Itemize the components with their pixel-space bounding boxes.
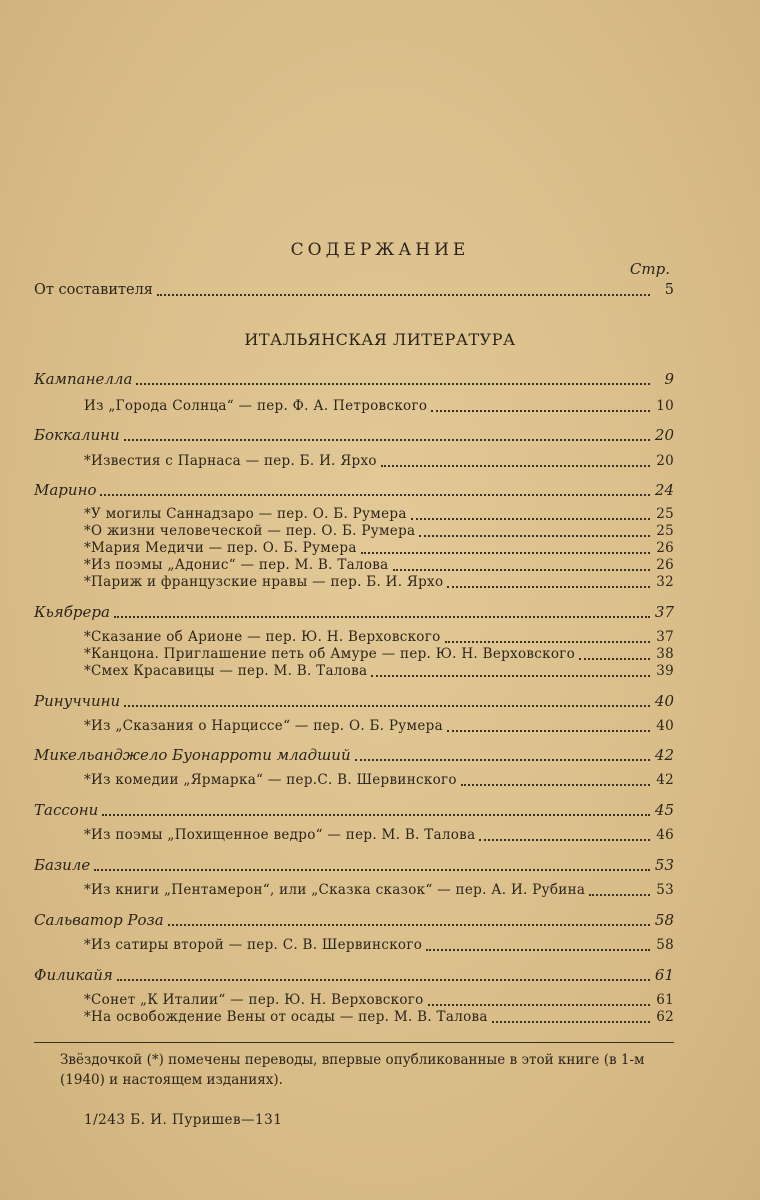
- entry-title: Боккалини: [34, 426, 120, 444]
- entry-page-number: 42: [656, 772, 674, 788]
- toc-author-entry: [34, 911, 674, 929]
- entry-page-number: 25: [656, 506, 674, 522]
- toc-work-entry: [84, 772, 674, 788]
- entry-page-number: 10: [656, 398, 674, 414]
- leader-dots: [355, 758, 650, 761]
- leader-dots: [428, 1003, 650, 1006]
- entry-page-number: 40: [656, 718, 674, 734]
- entry-page-number: 61: [656, 992, 674, 1008]
- entry-title: *Сказание об Арионе — пер. Ю. Н. Верховского: [84, 629, 441, 645]
- toc-work-entry: [84, 453, 674, 469]
- toc-author-entry: [34, 746, 674, 764]
- printer-signature: 1/243 Б. И. Пуришев—131: [84, 1112, 283, 1128]
- entry-title: *Сонет „К Италии“ — пер. Ю. Н. Верховского: [84, 992, 424, 1008]
- leader-dots: [447, 585, 650, 588]
- entry-title: Сальватор Роза: [34, 911, 164, 929]
- entry-title: *Из сатиры второй — пер. С. В. Шервинского: [84, 937, 423, 953]
- entry-title: *На освобождение Вены от осады — пер. М. В. Талова: [84, 1009, 488, 1025]
- preface-page: 5: [664, 282, 674, 298]
- leader-dots: [361, 551, 650, 554]
- entry-page-number: 26: [656, 557, 674, 573]
- toc-author-entry: [34, 856, 674, 874]
- entry-title: *Из поэмы „Адонис“ — пер. М. В. Талова: [84, 557, 389, 573]
- entry-title: Тассони: [34, 801, 99, 819]
- leader-dots: [100, 493, 650, 496]
- entry-title: *Канцона. Приглашение петь об Амуре — пер. Ю. Н. Верховского: [84, 646, 576, 662]
- entry-page-number: 42: [654, 746, 674, 764]
- toc-work-entry: [84, 398, 674, 414]
- toc-author-entry: [34, 426, 674, 444]
- entry-title: Марино: [34, 481, 97, 499]
- toc-author-entry: [34, 801, 674, 819]
- entry-title: Ринуччини: [34, 692, 121, 710]
- leader-dots: [431, 409, 650, 412]
- toc-work-entry: [84, 557, 674, 573]
- entry-page-number: 61: [654, 966, 674, 984]
- entry-page-number: 26: [656, 540, 674, 556]
- entry-page-number: 62: [656, 1009, 674, 1025]
- leader-dots: [461, 783, 650, 786]
- leader-dots: [447, 729, 650, 732]
- leader-dots: [117, 978, 650, 981]
- entry-title: *Из книги „Пентамерон“, или „Сказка сказок“ — пер. А. И. Рубина: [84, 882, 586, 898]
- entry-title: *О жизни человеческой — пер. О. Б. Румера: [84, 523, 416, 539]
- entry-title: Филикайя: [34, 966, 113, 984]
- leader-dots: [124, 438, 650, 441]
- toc-author-entry: [34, 370, 674, 388]
- entry-page-number: 53: [656, 882, 674, 898]
- page-column-header: Стр.: [629, 260, 670, 278]
- section-title: ИТАЛЬЯНСКАЯ ЛИТЕРАТУРА: [244, 330, 516, 349]
- entry-title: *Париж и французские нравы — пер. Б. И. Ярхо: [84, 574, 444, 590]
- entry-page-number: 39: [656, 663, 674, 679]
- leader-dots: [114, 615, 650, 618]
- entry-title: Базиле: [34, 856, 91, 874]
- entry-title: *Мария Медичи — пер. О. Б. Румера: [84, 540, 357, 556]
- toc-author-entry: [34, 603, 674, 621]
- entry-page-number: 20: [656, 453, 674, 469]
- leader-dots: [445, 640, 650, 643]
- entry-page-number: 9: [664, 370, 674, 388]
- preface-label: От составителя: [34, 282, 153, 298]
- leader-dots: [492, 1020, 650, 1023]
- entry-page-number: 37: [654, 603, 674, 621]
- entry-title: Кьябрера: [34, 603, 110, 621]
- entry-title: Микельанджело Буонарроти младший: [34, 746, 351, 764]
- toc-work-entry: [84, 663, 674, 679]
- toc-author-entry: [34, 966, 674, 984]
- entry-title: *Из „Сказания о Нарциссе“ — пер. О. Б. Румера: [84, 718, 443, 734]
- toc-work-entry: [84, 506, 674, 522]
- entry-title: Из „Города Солнца“ — пер. Ф. А. Петровского: [84, 398, 428, 414]
- entry-title: *Смех Красавицы — пер. М. В. Талова: [84, 663, 368, 679]
- preface-entry: [34, 282, 674, 298]
- entry-title: *Из комедии „Ярмарка“ — пер.С. В. Шервинского: [84, 772, 457, 788]
- leader-dots: [419, 534, 650, 537]
- leader-dots: [579, 657, 650, 660]
- entry-page-number: 37: [656, 629, 674, 645]
- toc-work-entry: [84, 1009, 674, 1025]
- toc-work-entry: [84, 992, 674, 1008]
- leader-dots: [371, 674, 650, 677]
- leader-dots: [411, 517, 650, 520]
- leader-dots: [426, 948, 650, 951]
- toc-work-entry: [84, 937, 674, 953]
- toc-work-entry: [84, 718, 674, 734]
- entry-title: Кампанелла: [34, 370, 133, 388]
- footnote: Звёздочкой (*) помечены переводы, впервые опубликованные в этой книге (в 1-м (1940) и настоящем изданиях).: [60, 1052, 645, 1088]
- leader-dots: [124, 704, 650, 707]
- leader-dots: [168, 923, 650, 926]
- toc-work-entry: [84, 646, 674, 662]
- entry-page-number: 58: [656, 937, 674, 953]
- entry-page-number: 53: [654, 856, 674, 874]
- entry-page-number: 46: [656, 827, 674, 843]
- entry-title: *Из поэмы „Похищенное ведро“ — пер. М. В. Талова: [84, 827, 476, 843]
- entry-page-number: 45: [654, 801, 674, 819]
- leader-dots: [157, 293, 650, 296]
- toc-work-entry: [84, 882, 674, 898]
- toc-work-entry: [84, 827, 674, 843]
- leader-dots: [393, 568, 650, 571]
- entry-page-number: 25: [656, 523, 674, 539]
- entry-page-number: 20: [654, 426, 674, 444]
- leader-dots: [589, 893, 650, 896]
- entry-page-number: 24: [654, 481, 674, 499]
- entry-title: *Известия с Парнаса — пер. Б. И. Ярхо: [84, 453, 377, 469]
- page-title: СОДЕРЖАНИЕ: [290, 240, 470, 260]
- leader-dots: [102, 813, 650, 816]
- toc-work-entry: [84, 523, 674, 539]
- toc-author-entry: [34, 692, 674, 710]
- leader-dots: [94, 868, 650, 871]
- entry-page-number: 32: [656, 574, 674, 590]
- entry-page-number: 58: [654, 911, 674, 929]
- toc-work-entry: [84, 574, 674, 590]
- toc-author-entry: [34, 481, 674, 499]
- leader-dots: [136, 382, 650, 385]
- entry-title: *У могилы Саннадзаро — пер. О. Б. Румера: [84, 506, 407, 522]
- toc-work-entry: [84, 540, 674, 556]
- leader-dots: [381, 464, 650, 467]
- footnote-rule: [34, 1042, 674, 1043]
- entry-page-number: 40: [654, 692, 674, 710]
- leader-dots: [479, 838, 650, 841]
- entry-page-number: 38: [656, 646, 674, 662]
- toc-work-entry: [84, 629, 674, 645]
